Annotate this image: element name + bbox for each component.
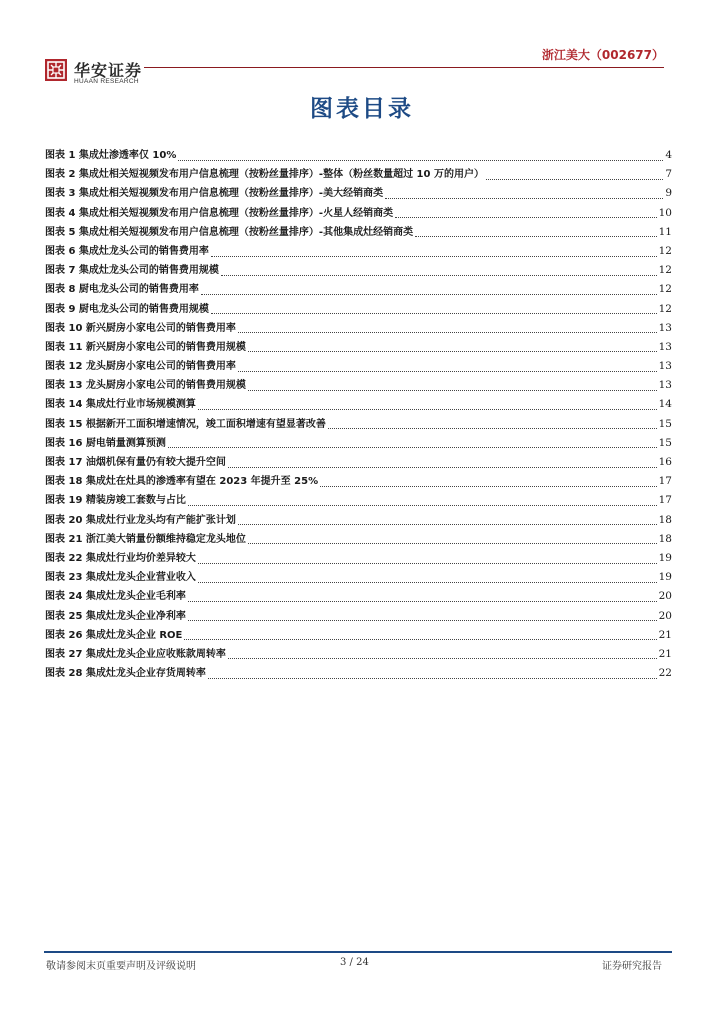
toc-entry-page: 13: [658, 360, 672, 373]
toc-entry-page: 20: [658, 609, 672, 622]
toc-entry-label: 图表 17 油烟机保有量仍有较大提升空间: [45, 457, 226, 468]
toc-entry[interactable]: [45, 223, 672, 242]
toc-entry-page: 21: [658, 647, 672, 660]
table-of-figures: [45, 146, 672, 683]
page-header: [0, 0, 724, 90]
toc-entry[interactable]: [45, 415, 672, 434]
toc-entry-label: 图表 11 新兴厨房小家电公司的销售费用规模: [45, 341, 246, 353]
toc-leader-dots: [228, 466, 657, 468]
toc-entry[interactable]: [45, 549, 672, 568]
toc-entry-label: 图表 10 新兴厨房小家电公司的销售费用率: [45, 322, 236, 334]
toc-leader-dots: [248, 350, 657, 352]
toc-entry-page: 17: [658, 494, 672, 507]
toc-entry[interactable]: [45, 626, 672, 645]
toc-entry-label: 图表 3 集成灶相关短视频发布用户信息梳理（按粉丝量排序）-美大经销商类: [45, 188, 384, 200]
toc-entry[interactable]: [45, 664, 672, 683]
toc-leader-dots: [328, 427, 657, 429]
toc-entry[interactable]: [45, 300, 672, 319]
toc-entry-label: 图表 24 集成灶龙头企业毛利率: [45, 591, 186, 603]
toc-entry[interactable]: [45, 319, 672, 338]
toc-entry[interactable]: [45, 376, 672, 395]
toc-leader-dots: [178, 159, 663, 161]
toc-entry-label: 图表 21 浙江美大销量份额维持稳定龙头地位: [45, 533, 246, 545]
toc-entry-page: 18: [658, 532, 672, 545]
toc-entry[interactable]: [45, 338, 672, 357]
huaan-logo-icon: [44, 58, 68, 82]
toc-entry-page: 21: [658, 628, 672, 641]
toc-leader-dots: [221, 274, 657, 276]
toc-entry-label: 图表 6 集成灶龙头公司的销售费用率: [45, 245, 209, 257]
toc-entry-label: 图表 4 集成灶相关短视频发布用户信息梳理（按粉丝量排序）-火星人经销商类: [45, 207, 394, 219]
toc-entry[interactable]: [45, 204, 672, 223]
toc-entry-page: 10: [658, 206, 672, 219]
logo-chinese-name: 华安证券: [74, 61, 143, 80]
toc-entry-page: 16: [658, 456, 672, 468]
toc-entry[interactable]: [45, 587, 672, 606]
toc-entry-page: 4: [665, 149, 672, 161]
toc-leader-dots: [168, 446, 657, 448]
toc-entry[interactable]: [45, 568, 672, 587]
toc-entry-page: 20: [658, 590, 672, 603]
toc-entry-page: 7: [665, 168, 672, 181]
toc-leader-dots: [198, 408, 657, 410]
toc-entry-label: 图表 28 集成灶龙头企业存货周转率: [45, 668, 206, 680]
toc-entry[interactable]: [45, 511, 672, 530]
toc-entry-page: 12: [658, 302, 672, 315]
page-title: 图表目录: [310, 96, 414, 122]
toc-entry[interactable]: [45, 472, 672, 491]
toc-leader-dots: [188, 619, 657, 621]
footer-page-number: 3 / 24: [340, 957, 369, 968]
toc-leader-dots: [211, 255, 657, 257]
toc-leader-dots: [188, 600, 657, 602]
toc-leader-dots: [184, 638, 656, 640]
toc-leader-dots: [486, 178, 663, 180]
toc-entry-label: 图表 22 集成灶行业均价差异较大: [45, 552, 196, 564]
toc-leader-dots: [238, 523, 657, 525]
toc-entry-page: 19: [658, 551, 672, 564]
toc-entry-label: 图表 19 精装房竣工套数与占比: [45, 495, 186, 507]
footer-divider: [44, 951, 672, 953]
toc-entry[interactable]: [45, 530, 672, 549]
toc-entry-label: 图表 16 厨电销量测算预测: [45, 437, 166, 449]
toc-leader-dots: [201, 293, 657, 295]
toc-entry-page: 12: [658, 244, 672, 257]
toc-entry-page: 19: [658, 571, 672, 584]
toc-entry[interactable]: [45, 453, 672, 472]
toc-leader-dots: [385, 197, 663, 199]
toc-entry-page: 15: [658, 436, 672, 449]
toc-entry[interactable]: [45, 607, 672, 626]
toc-leader-dots: [198, 581, 657, 583]
toc-leader-dots: [188, 504, 657, 506]
footer-report-type: 证券研究报告: [602, 961, 662, 972]
toc-entry[interactable]: [45, 357, 672, 376]
toc-entry-page: 15: [658, 417, 672, 430]
toc-entry[interactable]: [45, 645, 672, 664]
toc-leader-dots: [211, 312, 657, 314]
toc-entry[interactable]: [45, 261, 672, 280]
toc-entry-label: 图表 7 集成灶龙头公司的销售费用规模: [45, 265, 219, 277]
footer-disclaimer: 敬请参阅末页重要声明及评级说明: [46, 961, 196, 972]
toc-entry[interactable]: [45, 395, 672, 414]
toc-entry-label: 图表 26 集成灶龙头企业 ROE: [45, 629, 183, 641]
toc-entry-page: 13: [658, 340, 672, 353]
header-divider: [144, 67, 664, 68]
company-logo: [44, 58, 174, 90]
toc-leader-dots: [238, 370, 657, 372]
toc-entry[interactable]: [45, 242, 672, 261]
toc-entry-label: 图表 25 集成灶龙头企业净利率: [45, 610, 186, 622]
toc-entry-label: 图表 2 集成灶相关短视频发布用户信息梳理（按粉丝量排序）-整体（粉丝数量超过 10 万的用户）: [45, 169, 484, 181]
toc-entry[interactable]: [45, 165, 672, 184]
toc-entry-label: 图表 9 厨电龙头公司的销售费用规模: [45, 303, 209, 315]
toc-entry-label: 图表 18 集成灶在灶具的渗透率有望在 2023 年提升至 25%: [45, 476, 319, 488]
toc-entry[interactable]: [45, 184, 672, 203]
toc-leader-dots: [228, 657, 657, 659]
toc-entry-label: 图表 20 集成灶行业龙头均有产能扩张计划: [45, 514, 236, 526]
toc-entry-page: 12: [658, 264, 672, 277]
toc-entry-label: 图表 23 集成灶龙头企业营业收入: [45, 572, 196, 584]
toc-leader-dots: [415, 235, 657, 237]
toc-entry-page: 13: [658, 379, 672, 392]
toc-entry-page: 13: [658, 321, 672, 334]
toc-entry-page: 11: [658, 225, 672, 238]
toc-entry-label: 图表 1 集成灶渗透率仅 10%: [45, 150, 177, 161]
toc-leader-dots: [320, 485, 657, 487]
toc-entry-page: 17: [658, 475, 672, 488]
logo-english-name: HUAAN RESEARCH: [74, 78, 139, 85]
toc-entry-page: 22: [658, 667, 672, 680]
toc-entry[interactable]: [45, 280, 672, 299]
toc-entry-label: 图表 8 厨电龙头公司的销售费用率: [45, 284, 199, 296]
toc-entry-label: 图表 27 集成灶龙头企业应收账款周转率: [45, 648, 226, 660]
toc-entry-label: 图表 14 集成灶行业市场规模测算: [45, 399, 196, 411]
company-ticker: 浙江美大（002677）: [541, 48, 664, 62]
toc-entry[interactable]: [45, 491, 672, 510]
toc-entry-label: 图表 15 根据新开工面积增速情况，竣工面积增速有望显著改善: [45, 418, 326, 430]
toc-entry[interactable]: [45, 434, 672, 453]
toc-leader-dots: [198, 562, 657, 564]
toc-entry-label: 图表 13 龙头厨房小家电公司的销售费用规模: [45, 380, 246, 392]
toc-leader-dots: [248, 542, 657, 544]
toc-leader-dots: [248, 389, 657, 391]
toc-entry-label: 图表 5 集成灶相关短视频发布用户信息梳理（按粉丝量排序）-其他集成灶经销商类: [45, 226, 414, 238]
toc-leader-dots: [238, 331, 657, 333]
toc-entry-label: 图表 12 龙头厨房小家电公司的销售费用率: [45, 361, 236, 373]
toc-entry-page: 18: [658, 513, 672, 526]
toc-leader-dots: [395, 216, 657, 218]
toc-leader-dots: [208, 677, 657, 679]
toc-entry-page: 9: [665, 187, 672, 200]
toc-entry-page: 14: [658, 398, 672, 411]
toc-entry[interactable]: [45, 146, 672, 165]
toc-entry-page: 12: [658, 283, 672, 296]
